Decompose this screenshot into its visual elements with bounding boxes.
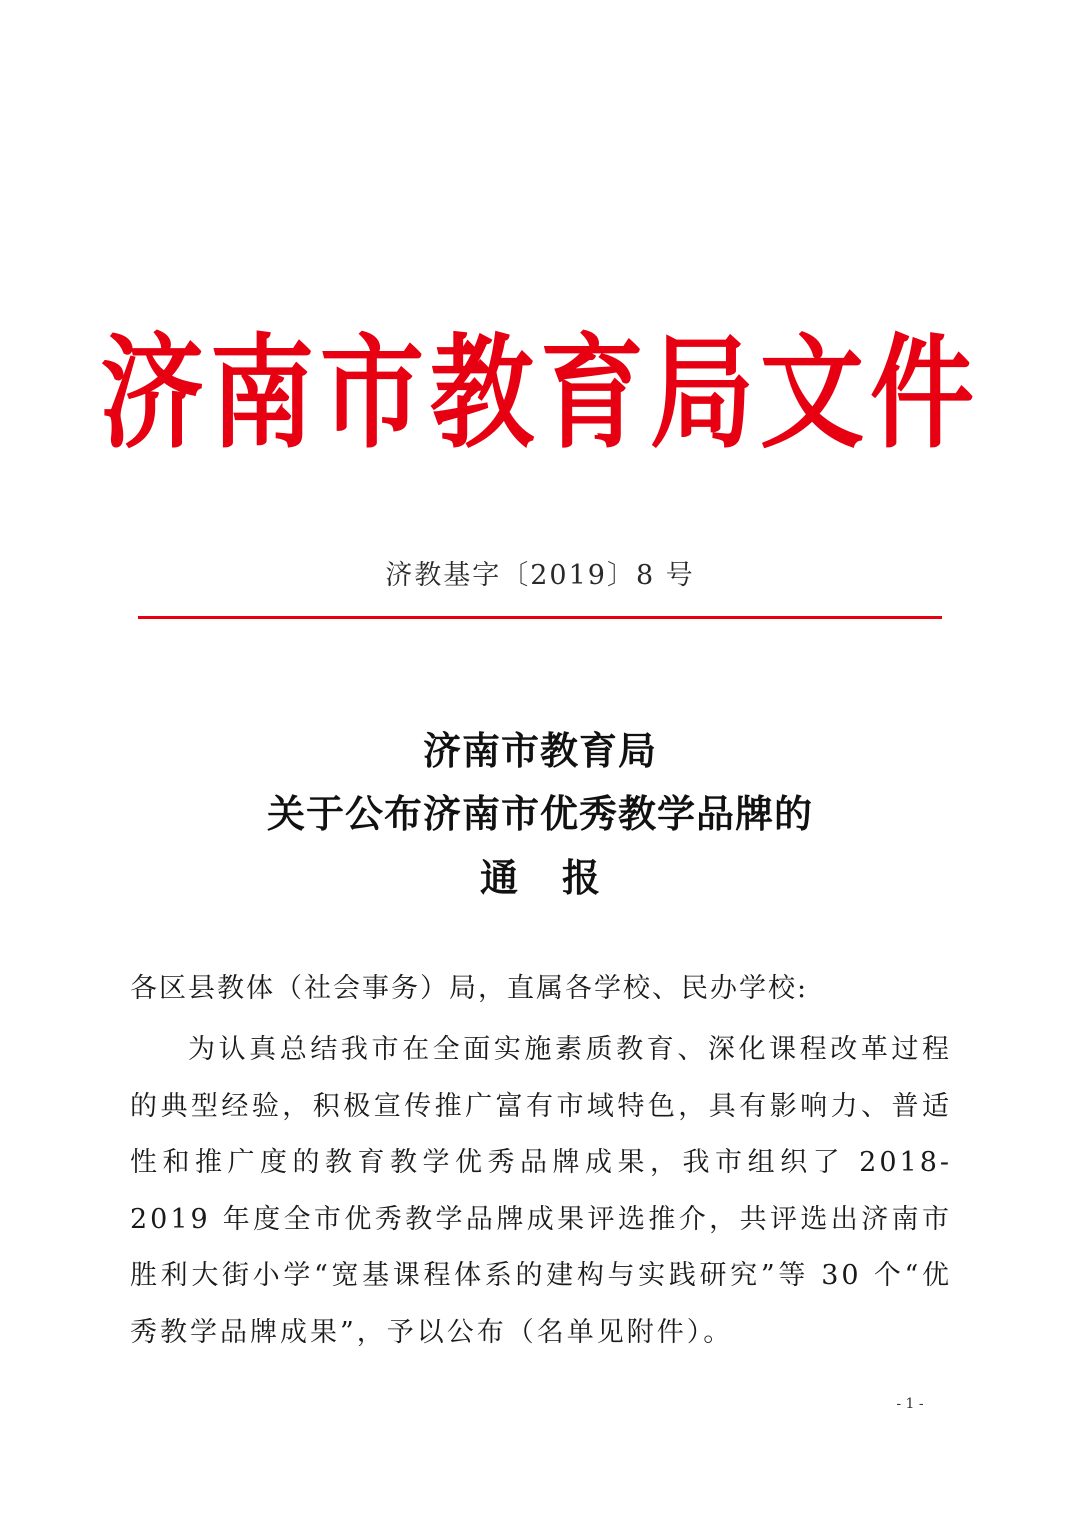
title-line-3: 通报: [479, 855, 644, 900]
page-number: - 1 -: [896, 1396, 924, 1412]
salutation: 各区县教体（社会事务）局，直属各学校、民办学校:: [130, 973, 809, 1004]
title-line-2: 关于公布济南市优秀教学品牌的: [266, 791, 813, 836]
body-paragraph: 为认真总结我市在全面实施素质教育、深化课程改革过程的典型经验，积极宣传推广富有市域特色，具有影响力、普适性和推广度的教育教学优秀品牌成果，我市组织了 2018-2019 年度全市优秀教学品牌成果评选推介，共评选出济南市胜利大街小学“宽基课程体系的建构与实践研究”等 30 个“优秀教学品牌成果”，予以公布（名单见附件）。: [130, 1034, 952, 1348]
document-number: 济教基字〔2019〕8 号: [385, 560, 695, 591]
red-divider-line: [138, 616, 942, 619]
title-line-1: 济南市教育局: [422, 728, 657, 773]
masthead-title: 济南市教育局文件: [99, 320, 980, 466]
